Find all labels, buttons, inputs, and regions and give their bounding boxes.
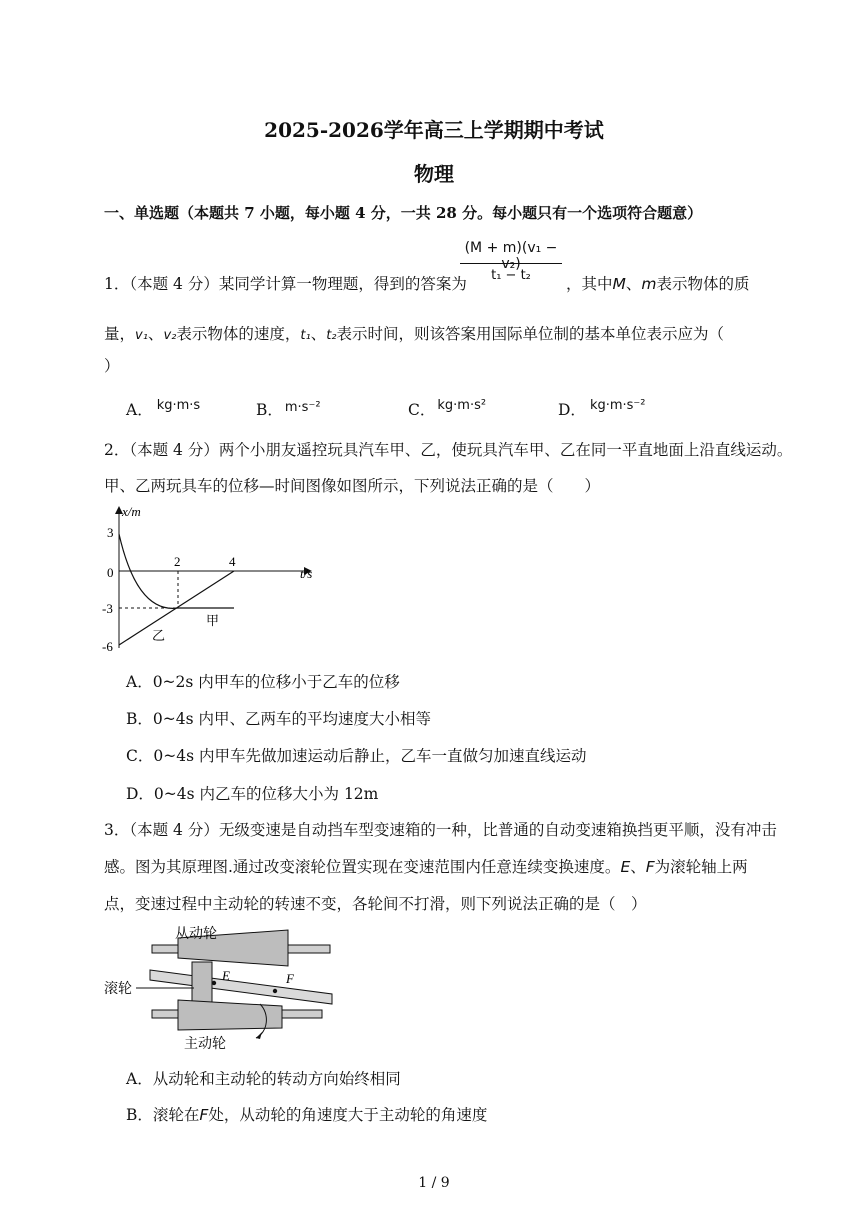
roller-shaft — [150, 970, 332, 1004]
graph-y-label: x/m — [122, 504, 141, 519]
q3-line1: 3．（本题 4 分）无级变速是自动挡车型变速箱的一种，比普通的自动变速箱换挡更平顺，没有冲击 — [104, 821, 777, 839]
q1-line2: 量，v₁、v₂表示物体的速度，t₁、t₂表示时间，则该答案用国际单位制的基本单位表示应为（ — [104, 325, 725, 343]
label-f: F — [286, 971, 294, 986]
point-f — [273, 989, 277, 993]
rotation-arrowhead — [256, 1032, 262, 1039]
q2-option-a[interactable]: A．0~2s 内甲车的位移小于乙车的位移 — [126, 673, 400, 691]
q3-option-a[interactable]: A．从动轮和主动轮的转动方向始终相同 — [126, 1070, 401, 1088]
graph-y-tick-neg3: -3 — [102, 601, 113, 616]
q2-line1: 2．（本题 4 分）两个小朋友遥控玩具汽车甲、乙，使玩具汽车甲、乙在同一平直地面上沿直线运动。 — [104, 441, 793, 459]
graph-y-tick-0: 0 — [107, 565, 114, 580]
label-driver-wheel: 主动轮 — [184, 1036, 226, 1052]
point-e — [212, 981, 216, 985]
q1-suffix: ，其中M、m表示物体的质 — [566, 275, 750, 293]
q2-option-d[interactable]: D．0~4s 内乙车的位移大小为 12m — [126, 785, 379, 803]
q2-line2: 甲、乙两玩具车的位移—时间图像如图所示，下列说法正确的是（ ） — [104, 477, 601, 495]
label-driven-wheel: 从动轮 — [175, 926, 217, 942]
section-heading: 一、单选题（本题共 7 小题，每小题 4 分，一共 28 分。每小题只有一个选项符合题意） — [104, 204, 703, 222]
graph-x-label: t/s — [300, 566, 313, 581]
subject-title: 物理 — [414, 162, 454, 186]
graph-y-tick-neg6: -6 — [102, 639, 113, 654]
roller — [192, 962, 212, 1002]
graph-label-yi: 乙 — [152, 628, 166, 643]
graph-x-tick-2: 2 — [174, 554, 181, 569]
q1-fraction-bar — [460, 263, 562, 264]
graph-y-tick-3: 3 — [107, 525, 114, 540]
q1-prefix: 1．（本题 4 分）某同学计算一物理题，得到的答案为 — [104, 275, 467, 293]
page-number: 1 / 9 — [418, 1175, 450, 1191]
q1-option-c[interactable]: C． $^{kg\cdot m\cdot s^2}$ — [408, 398, 487, 419]
q3-line3: 点，变速过程中主动轮的转速不变，各轮间不打滑，则下列说法正确的是（ ） — [104, 895, 647, 913]
q1-option-a[interactable]: A． $^{kg\cdot m\cdot s}$ — [126, 398, 201, 419]
exam-title: 2025-2026学年高三上学期期中考试 — [264, 118, 604, 142]
q2-option-c[interactable]: C．0~4s 内甲车先做加速运动后静止，乙车一直做匀加速直线运动 — [126, 747, 587, 765]
q1-formula-numerator: (M + m)(v₁ − v₂) — [464, 240, 558, 272]
label-roller: 滚轮 — [104, 981, 132, 997]
q2-displacement-time-graph — [100, 500, 330, 660]
q1-option-b[interactable]: B． $^{m\cdot s^{-2}}$ — [256, 400, 321, 419]
q3-cvt-diagram — [100, 920, 340, 1060]
q3-line2: 感。图为其原理图.通过改变滚轮位置实现在变速范围内任意连续变换速度。E、F为滚轮轴上两 — [104, 858, 748, 876]
q1-line3: ） — [104, 357, 120, 375]
q2-option-b[interactable]: B．0~4s 内甲、乙两车的平均速度大小相等 — [126, 710, 431, 728]
graph-x-tick-4: 4 — [229, 554, 236, 569]
label-e: E — [222, 968, 230, 983]
q1-formula-denominator: t₁ − t₂ — [491, 268, 531, 283]
graph-label-jia: 甲 — [206, 613, 220, 628]
q1-option-d[interactable]: D． $^{kg\cdot m\cdot s^{-2}}$ — [558, 398, 646, 419]
q3-option-b[interactable]: B．滚轮在F处，从动轮的角速度大于主动轮的角速度 — [126, 1106, 488, 1124]
